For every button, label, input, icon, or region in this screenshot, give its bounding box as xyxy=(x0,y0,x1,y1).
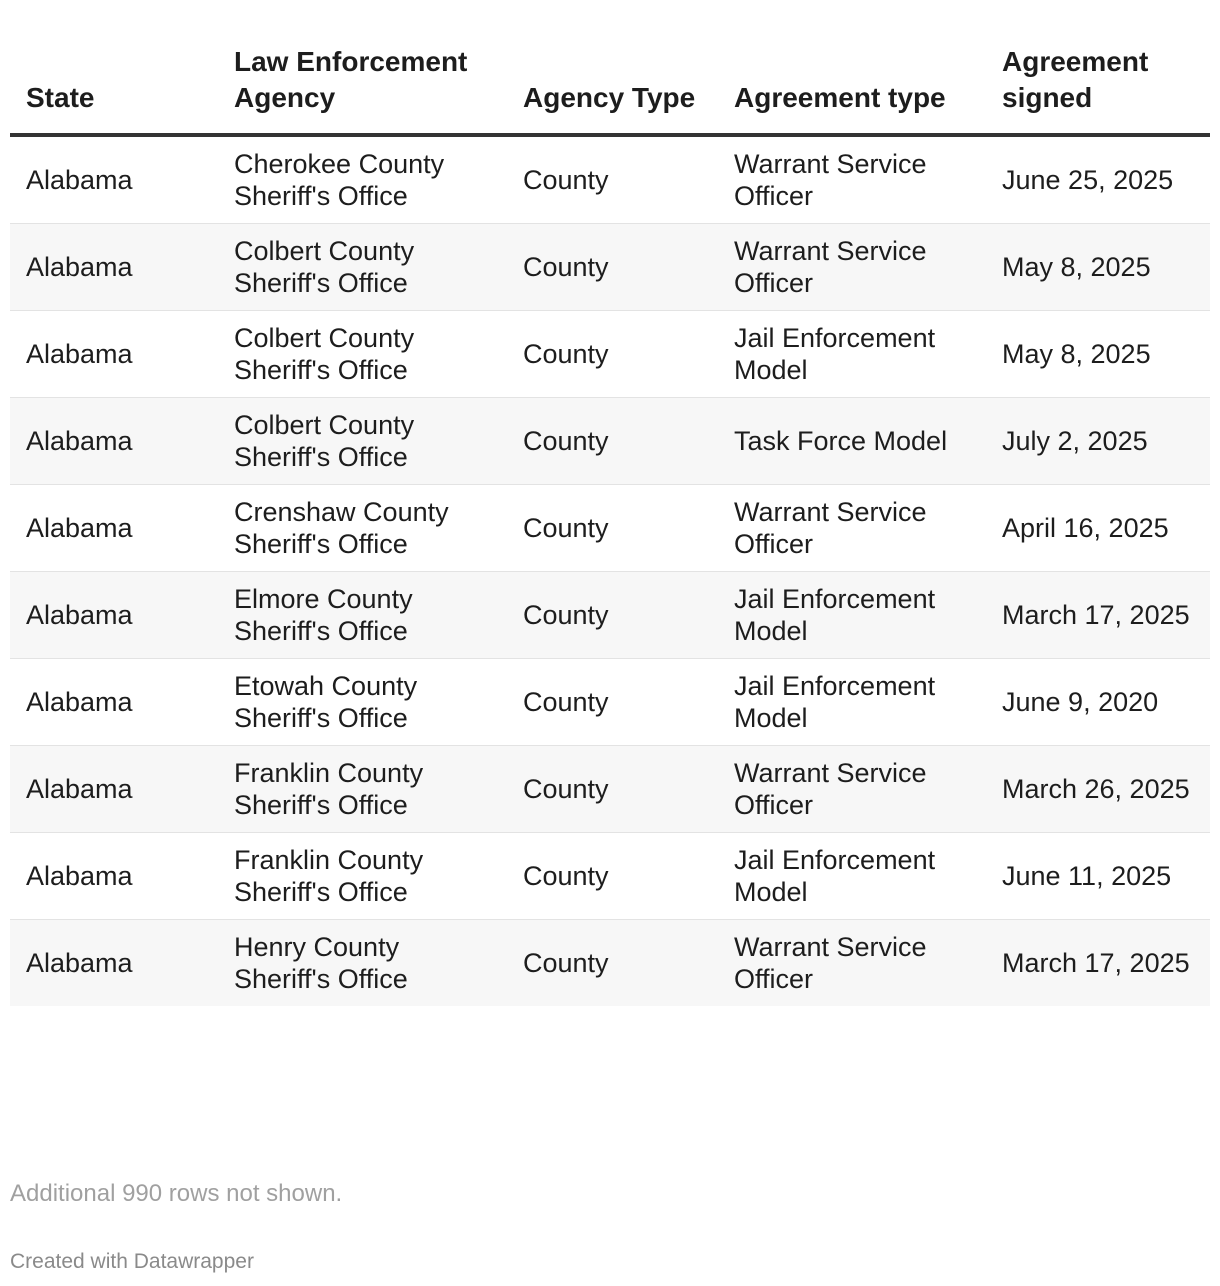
cell-agreement-type: Warrant Service Officer xyxy=(718,485,986,572)
table-header xyxy=(10,0,1210,135)
cell-state: Alabama xyxy=(10,659,218,746)
cell-agreement-type: Warrant Service Officer xyxy=(718,746,986,833)
header-law-enforcement-agency[interactable]: Law Enforcement Agency xyxy=(218,0,507,135)
cell-agreement-signed: May 8, 2025 xyxy=(986,311,1210,398)
cell-agency-type: County xyxy=(507,572,718,659)
table-row xyxy=(10,920,1210,1007)
cell-state: Alabama xyxy=(10,833,218,920)
table-row xyxy=(10,833,1210,920)
cell-agreement-type: Task Force Model xyxy=(718,398,986,485)
cell-agency-type: County xyxy=(507,224,718,311)
cell-state: Alabama xyxy=(10,746,218,833)
cell-agency: Colbert County Sheriff's Office xyxy=(218,398,507,485)
cell-state: Alabama xyxy=(10,572,218,659)
cell-agreement-signed: June 11, 2025 xyxy=(986,833,1210,920)
cell-agreement-signed: June 9, 2020 xyxy=(986,659,1210,746)
cell-agency-type: County xyxy=(507,659,718,746)
cell-agreement-signed: May 8, 2025 xyxy=(986,224,1210,311)
table-row xyxy=(10,135,1210,224)
cell-agency-type: County xyxy=(507,311,718,398)
table-row xyxy=(10,398,1210,485)
cell-agreement-signed: March 17, 2025 xyxy=(986,572,1210,659)
table-body xyxy=(10,135,1210,1006)
cell-agreement-signed: March 17, 2025 xyxy=(986,920,1210,1007)
cell-agency: Cherokee County Sheriff's Office xyxy=(218,135,507,224)
table-row xyxy=(10,659,1210,746)
cell-agency: Crenshaw County Sheriff's Office xyxy=(218,485,507,572)
cell-agency-type: County xyxy=(507,485,718,572)
cell-agreement-type: Warrant Service Officer xyxy=(718,224,986,311)
header-agreement-signed[interactable]: Agreement signed xyxy=(986,0,1210,135)
cell-agreement-signed: March 26, 2025 xyxy=(986,746,1210,833)
cell-agreement-signed: June 25, 2025 xyxy=(986,135,1210,224)
header-agreement-type[interactable]: Agreement type xyxy=(718,0,986,135)
cell-agency: Colbert County Sheriff's Office xyxy=(218,311,507,398)
table-row xyxy=(10,746,1210,833)
cell-agreement-type: Warrant Service Officer xyxy=(718,920,986,1007)
cell-agreement-type: Jail Enforcement Model xyxy=(718,311,986,398)
cell-state: Alabama xyxy=(10,485,218,572)
cell-state: Alabama xyxy=(10,398,218,485)
agreements-table xyxy=(10,0,1210,1006)
cell-state: Alabama xyxy=(10,311,218,398)
datawrapper-table-container xyxy=(10,0,1210,1006)
cell-agency: Henry County Sheriff's Office xyxy=(218,920,507,1007)
cell-agreement-signed: April 16, 2025 xyxy=(986,485,1210,572)
table-row xyxy=(10,224,1210,311)
cell-agency: Etowah County Sheriff's Office xyxy=(218,659,507,746)
header-row xyxy=(10,0,1210,135)
cell-state: Alabama xyxy=(10,224,218,311)
cell-agreement-type: Jail Enforcement Model xyxy=(718,659,986,746)
header-state[interactable]: State xyxy=(10,0,218,135)
cell-agency-type: County xyxy=(507,920,718,1007)
table-row xyxy=(10,572,1210,659)
table-row xyxy=(10,311,1210,398)
cell-agency: Franklin County Sheriff's Office xyxy=(218,746,507,833)
cell-agency-type: County xyxy=(507,833,718,920)
cell-agency: Colbert County Sheriff's Office xyxy=(218,224,507,311)
cell-agreement-signed: July 2, 2025 xyxy=(986,398,1210,485)
cell-agency-type: County xyxy=(507,135,718,224)
cell-agency-type: County xyxy=(507,746,718,833)
cell-agreement-type: Warrant Service Officer xyxy=(718,135,986,224)
cell-agreement-type: Jail Enforcement Model xyxy=(718,833,986,920)
cell-state: Alabama xyxy=(10,135,218,224)
table-row xyxy=(10,485,1210,572)
cell-state: Alabama xyxy=(10,920,218,1007)
header-agency-type[interactable]: Agency Type xyxy=(507,0,718,135)
cell-agency: Elmore County Sheriff's Office xyxy=(218,572,507,659)
cell-agency-type: County xyxy=(507,398,718,485)
cell-agency: Franklin County Sheriff's Office xyxy=(218,833,507,920)
credit-line: Created with Datawrapper xyxy=(10,1250,254,1273)
cell-agreement-type: Jail Enforcement Model xyxy=(718,572,986,659)
table-notes: Additional 990 rows not shown. xyxy=(10,1180,343,1207)
